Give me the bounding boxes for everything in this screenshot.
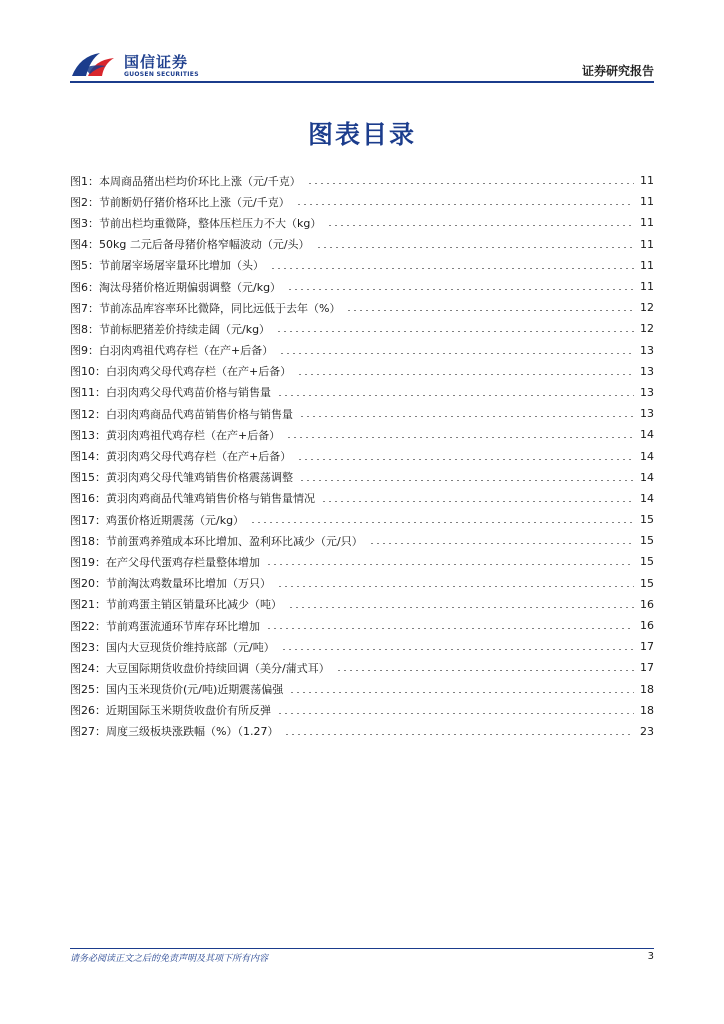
toc-entry-label: 图1：	[70, 174, 99, 188]
report-type-label: 证券研究报告	[581, 64, 654, 78]
toc-entry-title: 白羽肉鸡父母代鸡苗价格与销售量	[106, 386, 271, 400]
toc-entry-title: 节前冻品库容率环比微降，同比远低于去年（%）	[99, 301, 341, 315]
page-header	[0, 0, 724, 90]
toc-entry-title: 黄羽肉鸡父母代鸡存栏（在产+后备）	[106, 450, 292, 464]
toc-entry-page: 13	[640, 364, 654, 378]
toc-entry-page: 14	[640, 491, 654, 505]
toc-entry-label: 图8：	[70, 322, 99, 336]
toc-entry[interactable]	[70, 615, 654, 636]
toc-entry-label: 图7：	[70, 301, 99, 315]
page-title: 图表目录	[307, 120, 416, 149]
toc-entry-label: 图13：	[70, 428, 106, 442]
toc-entry-title: 节前断奶仔猪价格环比上涨（元/千克）	[99, 195, 290, 209]
toc-entry-label: 图19：	[70, 555, 106, 569]
toc-entry-page: 13	[640, 343, 654, 357]
toc-entry[interactable]	[70, 318, 654, 339]
toc-entry-label: 图21：	[70, 598, 106, 612]
toc-entry-page: 11	[640, 216, 654, 230]
toc-entry[interactable]	[70, 382, 654, 403]
logo-english-name: GUOSEN SECURITIES	[124, 71, 199, 78]
toc-entry[interactable]	[70, 234, 654, 255]
toc-entry[interactable]	[70, 488, 654, 509]
toc-dot-leader	[307, 183, 634, 184]
toc-entry-page: 11	[640, 237, 654, 251]
toc-entry[interactable]	[70, 276, 654, 297]
toc-entry-label: 图18：	[70, 534, 106, 548]
toc-entry-page: 16	[640, 597, 654, 611]
toc-entry[interactable]	[70, 297, 654, 318]
toc-entry[interactable]	[70, 721, 654, 742]
header-divider	[70, 81, 654, 83]
toc-entry-page: 11	[640, 280, 654, 294]
toc-dot-leader	[287, 289, 634, 290]
toc-entry-label: 图24：	[70, 661, 106, 675]
toc-entry-page: 11	[640, 174, 654, 188]
toc-entry-title: 周度三级板块涨跌幅（%）（1.27）	[106, 725, 279, 739]
toc-entry-page: 17	[640, 640, 654, 654]
toc-entry-title: 节前出栏均重微降，整体压栏压力不大（kg）	[99, 216, 322, 230]
toc-entry-label: 图16：	[70, 492, 106, 506]
toc-dot-leader	[297, 374, 634, 375]
toc-entry-title: 节前鸡蛋流通环节库存环比增加	[106, 619, 260, 633]
toc-entry-title: 白羽肉鸡商品代鸡苗销售价格与销售量	[106, 407, 293, 421]
footer-divider	[70, 948, 654, 949]
toc-entry-title: 淘汰母猪价格近期偏弱调整（元/kg）	[99, 280, 282, 294]
toc-dot-leader	[299, 416, 634, 417]
toc-dot-leader	[270, 268, 634, 269]
toc-entry-page: 23	[640, 724, 654, 738]
toc-entry-label: 图5：	[70, 259, 99, 273]
toc-entry-page: 14	[640, 428, 654, 442]
toc-dot-leader	[277, 395, 634, 396]
toc-entry[interactable]	[70, 340, 654, 361]
toc-dot-leader	[284, 734, 634, 735]
toc-entry-title: 节前淘汰鸡数量环比增加（万只）	[106, 577, 271, 591]
toc-entry[interactable]	[70, 191, 654, 212]
toc-entry-label: 图15：	[70, 471, 106, 485]
toc-dot-leader	[277, 586, 634, 587]
toc-entry-label: 图9：	[70, 344, 99, 358]
toc-dot-leader	[276, 331, 634, 332]
toc-entry-page: 12	[640, 301, 654, 315]
toc-entry[interactable]	[70, 403, 654, 424]
toc-entry-page: 14	[640, 470, 654, 484]
toc-entry-page: 11	[640, 195, 654, 209]
toc-entry[interactable]	[70, 255, 654, 276]
toc-entry-label: 图6：	[70, 280, 99, 294]
toc-dot-leader	[299, 480, 634, 481]
toc-dot-leader	[286, 437, 634, 438]
toc-entry-title: 国内玉米现货价(元/吨)近期震荡偏强	[106, 683, 284, 697]
toc-entry-label: 图27：	[70, 725, 106, 739]
toc-entry[interactable]	[70, 530, 654, 551]
toc-entry-label: 图17：	[70, 513, 106, 527]
toc-entry[interactable]	[70, 700, 654, 721]
toc-entry-title: 节前鸡蛋主销区销量环比减少（吨）	[106, 598, 282, 612]
toc-entry-title: 节前屠宰场屠宰量环比增加（头）	[99, 259, 264, 273]
toc-entry-page: 14	[640, 449, 654, 463]
toc-dot-leader	[266, 564, 634, 565]
toc-entry-page: 13	[640, 385, 654, 399]
toc-entry-label: 图25：	[70, 683, 106, 697]
toc-entry-page: 16	[640, 619, 654, 633]
toc-entry-title: 黄羽肉鸡祖代鸡存栏（在产+后备）	[106, 428, 281, 442]
toc-entry[interactable]	[70, 509, 654, 530]
toc-entry-title: 黄羽肉鸡父母代雏鸡销售价格震荡调整	[106, 471, 293, 485]
table-of-figures	[70, 170, 654, 742]
toc-entry[interactable]	[70, 361, 654, 382]
toc-entry[interactable]	[70, 657, 654, 678]
toc-entry-label: 图22：	[70, 619, 106, 633]
toc-entry-title: 节前标肥猪差价持续走阔（元/kg）	[99, 322, 271, 336]
toc-dot-leader	[336, 670, 634, 671]
toc-entry-page: 13	[640, 407, 654, 421]
toc-entry[interactable]	[70, 679, 654, 700]
toc-entry-label: 图11：	[70, 386, 106, 400]
toc-dot-leader	[288, 607, 634, 608]
toc-entry-label: 图10：	[70, 365, 106, 379]
toc-entry-title: 白羽肉鸡父母代鸡存栏（在产+后备）	[106, 365, 292, 379]
toc-dot-leader	[346, 310, 634, 311]
toc-dot-leader	[281, 649, 634, 650]
page-number: 3	[647, 951, 654, 962]
toc-entry[interactable]	[70, 551, 654, 572]
toc-entry[interactable]	[70, 573, 654, 594]
toc-entry-label: 图20：	[70, 577, 106, 591]
toc-entry-label: 图14：	[70, 450, 106, 464]
toc-entry-title: 节前蛋鸡养殖成本环比增加、盈利环比减少（元/只）	[106, 534, 363, 548]
toc-entry-title: 50kg 二元后备母猪价格窄幅波动（元/头）	[99, 238, 310, 252]
toc-entry-label: 图2：	[70, 195, 99, 209]
toc-entry-label: 图26：	[70, 704, 106, 718]
toc-entry-label: 图3：	[70, 216, 99, 230]
toc-entry-page: 11	[640, 258, 654, 272]
toc-entry-page: 15	[640, 576, 654, 590]
toc-dot-leader	[369, 543, 634, 544]
toc-entry[interactable]	[70, 467, 654, 488]
toc-entry[interactable]	[70, 636, 654, 657]
toc-entry[interactable]	[70, 212, 654, 233]
toc-dot-leader	[277, 713, 634, 714]
toc-entry-title: 国内大豆现货价维持底部（元/吨）	[106, 640, 275, 654]
toc-dot-leader	[321, 501, 634, 502]
toc-dot-leader	[266, 628, 634, 629]
toc-entry-title: 黄羽肉鸡商品代雏鸡销售价格与销售量情况	[106, 492, 315, 506]
toc-entry-title: 近期国际玉米期货收盘价有所反弹	[106, 704, 271, 718]
toc-entry-label: 图4：	[70, 238, 99, 252]
toc-entry[interactable]	[70, 424, 654, 445]
toc-dot-leader	[279, 353, 634, 354]
toc-dot-leader	[316, 247, 634, 248]
toc-entry-label: 图23：	[70, 640, 106, 654]
toc-entry[interactable]	[70, 445, 654, 466]
toc-entry-page: 15	[640, 513, 654, 527]
toc-entry[interactable]	[70, 594, 654, 615]
toc-entry-label: 图12：	[70, 407, 106, 421]
toc-entry-title: 鸡蛋价格近期震荡（元/kg）	[106, 513, 245, 527]
toc-dot-leader	[327, 225, 634, 226]
toc-entry-page: 12	[640, 322, 654, 336]
footer-disclaimer: 请务必阅读正文之后的免责声明及其项下所有内容	[70, 954, 269, 964]
logo-chinese-name: 国信证券	[124, 53, 189, 71]
toc-dot-leader	[289, 692, 634, 693]
toc-entry-page: 18	[640, 682, 654, 696]
toc-entry-page: 15	[640, 555, 654, 569]
toc-entry-page: 17	[640, 661, 654, 675]
toc-dot-leader	[297, 459, 634, 460]
toc-entry-title: 本周商品猪出栏均价环比上涨（元/千克）	[99, 174, 301, 188]
toc-entry-title: 大豆国际期货收盘价持续回调（美分/蒲式耳）	[106, 661, 330, 675]
toc-entry-page: 18	[640, 703, 654, 717]
guosen-logo-mark-icon	[70, 50, 120, 80]
toc-dot-leader	[250, 522, 634, 523]
toc-entry-title: 在产父母代蛋鸡存栏量整体增加	[106, 555, 260, 569]
toc-entry-page: 15	[640, 534, 654, 548]
toc-entry[interactable]	[70, 170, 654, 191]
toc-dot-leader	[296, 204, 634, 205]
toc-entry-title: 白羽肉鸡祖代鸡存栏（在产+后备）	[99, 344, 274, 358]
